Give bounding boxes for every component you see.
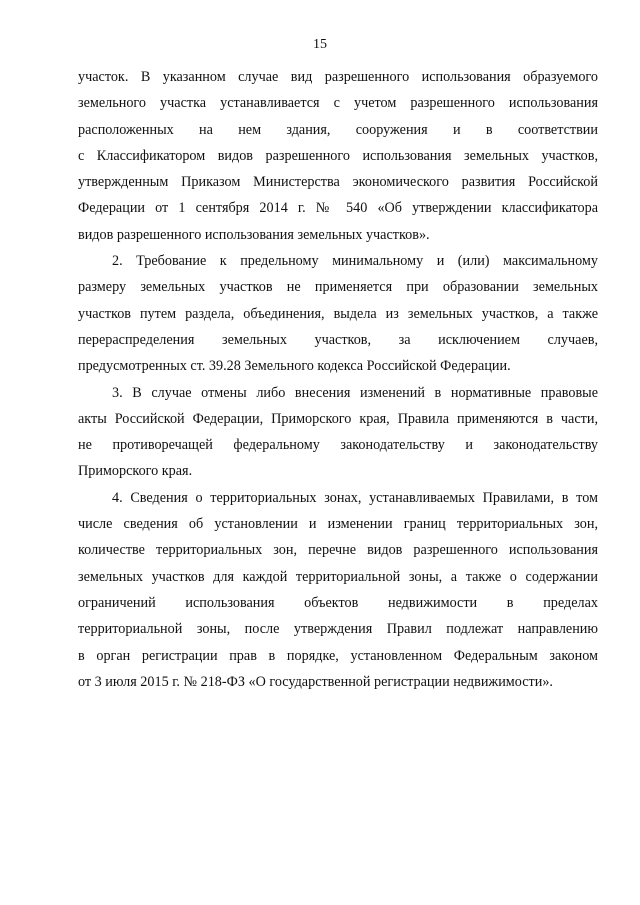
paragraph-item-3 [78, 380, 598, 485]
text-line: участок. В указанном случае вид разрешенного использования образуемого [78, 69, 598, 85]
text-line: перераспределения земельных участков, за исключением случаев, [78, 331, 598, 348]
text-line: Федерации от 1 сентября 2014 г. № 540 «Об утверждении классификатора [78, 200, 598, 217]
text-line: 3. В случае отмены либо внесения изменений в нормативные правовые [112, 384, 598, 401]
text-line: земельного участка устанавливается с учетом разрешенного использования [78, 95, 598, 112]
text-line: расположенных на нем здания, сооружения и в соответствии [78, 121, 598, 138]
document-body [78, 64, 598, 695]
text-line: участков путем раздела, объединения, выдела из земельных участков, а также [78, 305, 598, 322]
text-line: ограничений использования объектов недвижимости в пределах [78, 594, 598, 611]
paragraph-item-4 [78, 485, 598, 695]
text-line: размеру земельных участков не применяется при образовании земельных [78, 279, 598, 296]
text-line: с Классификатором видов разрешенного использования земельных участков, [78, 147, 598, 164]
text-line: утвержденным Приказом Министерства экономического развития Российской [78, 174, 598, 191]
text-line: предусмотренных ст. 39.28 Земельного кодекса Российской Федерации. [78, 358, 511, 375]
text-line: видов разрешенного использования земельных участков». [78, 226, 430, 243]
text-line: числе сведения об установлении и изменении границ территориальных зон, [78, 516, 598, 533]
paragraph-continuation [78, 64, 598, 248]
text-line: Приморского края. [78, 463, 193, 480]
text-line: акты Российской Федерации, Приморского края, Правила применяются в части, [78, 410, 598, 427]
paragraph-item-2 [78, 248, 598, 379]
page-number: 15 [313, 37, 327, 52]
text-line: в орган регистрации прав в порядке, установленном Федеральным законом [78, 647, 598, 664]
text-line: 4. Сведения о территориальных зонах, устанавливаемых Правилами, в том [112, 489, 598, 506]
text-line: от 3 июля 2015 г. № 218-ФЗ «О государственной регистрации недвижимости». [78, 673, 553, 690]
text-line: земельных участков для каждой территориальной зоны, а также о содержании [78, 568, 598, 585]
text-line: количестве территориальных зон, перечне видов разрешенного использования [78, 542, 598, 559]
text-line: территориальной зоны, после утверждения Правил подлежат направлению [78, 621, 598, 638]
text-line: 2. Требование к предельному минимальному и (или) максимальному [112, 253, 598, 270]
text-line: не противоречащей федеральному законодательству и законодательству [78, 437, 598, 454]
